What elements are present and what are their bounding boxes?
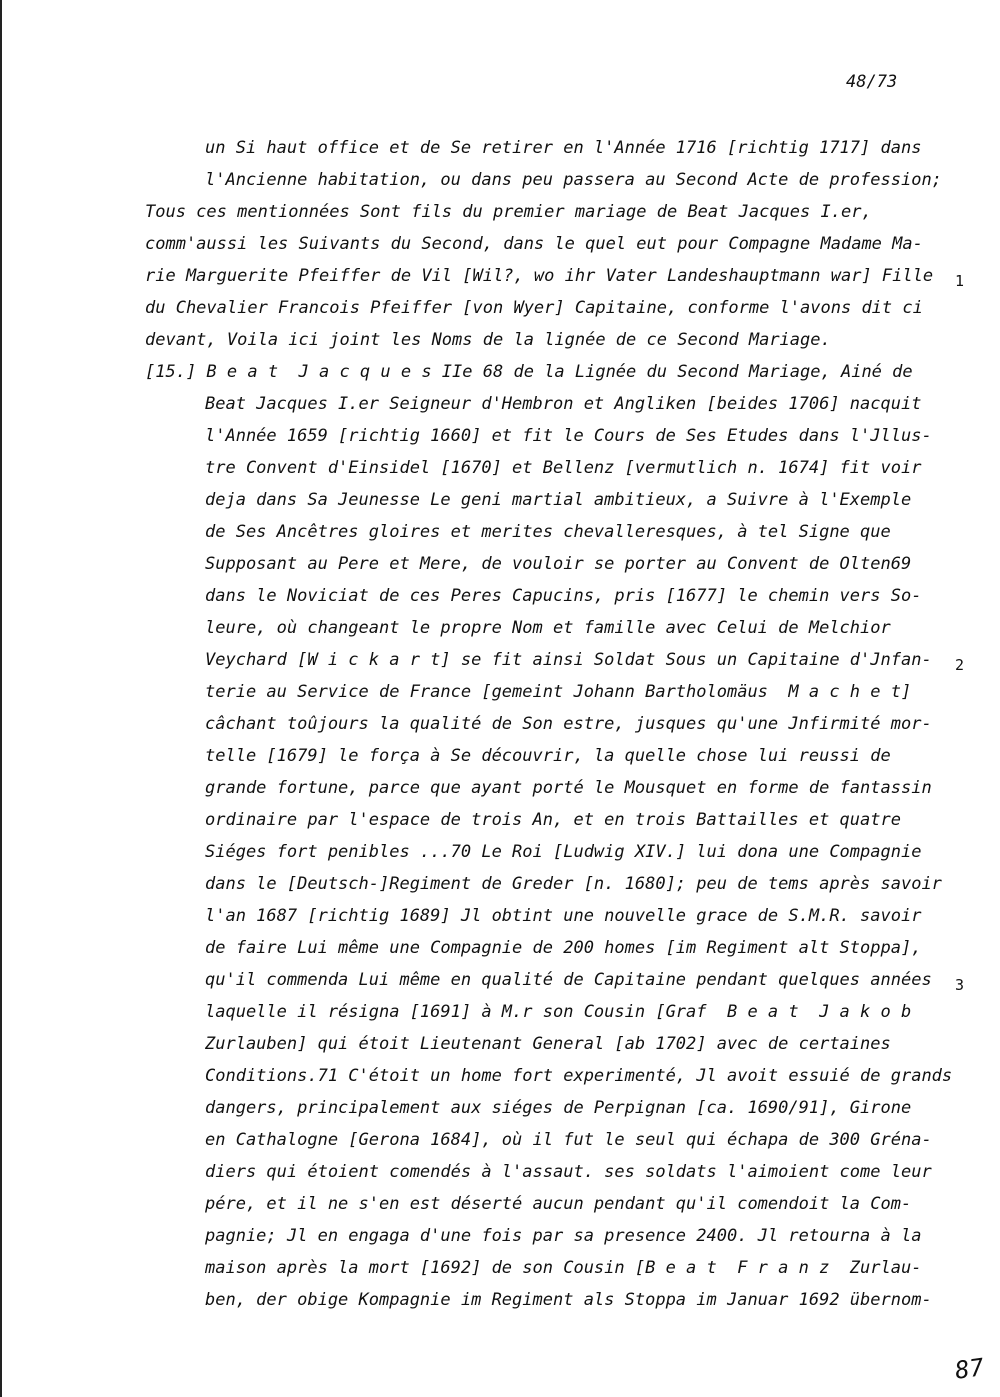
- text-line: du Chevalier Francois Pfeiffer [von Wyer] Capitaine, conforme l'avons dit ci: [145, 298, 923, 318]
- text-line: comm'aussi les Suivants du Second, dans le quel eut pour Compagne Madame Ma-: [145, 234, 923, 254]
- text-line: diers qui étoient comendés à l'assaut. ses soldats l'aimoient come leur: [205, 1162, 932, 1182]
- text-line: de Ses Ancêtres gloires et merites chevalleresques, à tel Signe que: [205, 522, 891, 542]
- margin-number: 2: [955, 656, 965, 674]
- text-line: câchant toûjours la qualité de Son estre, jusques qu'une Jnfirmité mor-: [205, 714, 932, 734]
- text-line: tre Convent d'Einsidel [1670] et Bellenz [vermutlich n. 1674] fit voir: [205, 458, 922, 478]
- text-line: rie Marguerite Pfeiffer de Vil [Wil?, wo ihr Vater Landeshauptmann war] Fille: [145, 266, 934, 286]
- page-number: 48/73: [846, 72, 898, 92]
- text-line: l'an 1687 [richtig 1689] Jl obtint une nouvelle grace de S.M.R. savoir: [205, 906, 922, 926]
- text-line: leure, où changeant le propre Nom et famille avec Celui de Melchior: [205, 618, 891, 638]
- text-line: dans le [Deutsch-]Regiment de Greder [n. 1680]; peu de tems après savoir: [205, 874, 942, 894]
- text-line: Tous ces mentionnées Sont fils du premier mariage de Beat Jacques I.er,: [145, 202, 872, 222]
- text-line: telle [1679] le força à Se découvrir, la quelle chose lui reussi de: [205, 746, 891, 766]
- text-line: deja dans Sa Jeunesse Le geni martial ambitieux, a Suivre à l'Exemple: [205, 490, 912, 510]
- text-line: dangers, principalement aux siéges de Perpignan [ca. 1690/91], Girone: [205, 1098, 912, 1118]
- text-line: ben, der obige Kompagnie im Regiment als Stoppa im Januar 1692 übernom-: [205, 1290, 932, 1310]
- text-line: terie au Service de France [gemeint Johann Bartholomäus M a c h e t]: [205, 682, 912, 702]
- text-line: laquelle il résigna [1691] à M.r son Cousin [Graf B e a t J a k o b: [205, 1002, 912, 1022]
- text-line: Beat Jacques I.er Seigneur d'Hembron et Angliken [beides 1706] nacquit: [205, 394, 922, 414]
- text-line: l'Année 1659 [richtig 1660] et fit le Cours de Ses Etudes dans l'Jllus-: [205, 426, 932, 446]
- text-line: un Si haut office et de Se retirer en l'Année 1716 [richtig 1717] dans: [205, 138, 922, 158]
- text-line: Veychard [W i c k a r t] se fit ainsi Soldat Sous un Capitaine d'Jnfan-: [205, 650, 932, 670]
- text-line: devant, Voila ici joint les Noms de la lignée de ce Second Mariage.: [145, 330, 831, 350]
- text-line: Supposant au Pere et Mere, de vouloir se porter au Convent de Olten69: [205, 554, 912, 574]
- text-line: pagnie; Jl en engaga d'une fois par sa presence 2400. Jl retourna à la: [205, 1226, 922, 1246]
- margin-number: 1: [955, 272, 965, 290]
- text-line: Zurlauben] qui étoit Lieutenant General [ab 1702] avec de certaines: [205, 1034, 891, 1054]
- text-line: l'Ancienne habitation, ou dans peu passera au Second Acte de profession;: [205, 170, 942, 190]
- handwritten-folio-mark: 87: [953, 1353, 986, 1385]
- margin-number: 3: [955, 976, 965, 994]
- text-line: dans le Noviciat de ces Peres Capucins, pris [1677] le chemin vers So-: [205, 586, 922, 606]
- text-line: ordinaire par l'espace de trois An, et en trois Battailles et quatre: [205, 810, 901, 830]
- text-line: qu'il commenda Lui même en qualité de Capitaine pendant quelques années: [205, 970, 932, 990]
- text-line: maison après la mort [1692] de son Cousin [B e a t F r a n z Zurlau-: [205, 1258, 922, 1278]
- text-line: Conditions.71 C'étoit un home fort experimenté, Jl avoit essuié de grands: [205, 1066, 953, 1086]
- text-line: grande fortune, parce que ayant porté le Mousquet en forme de fantassin: [205, 778, 932, 798]
- text-line: Siéges fort penibles ...70 Le Roi [Ludwig XIV.] lui dona une Compagnie: [205, 842, 922, 862]
- text-line: [15.] B e a t J a c q u e s IIe 68 de la Lignée du Second Mariage, Ainé de: [145, 362, 913, 382]
- text-line: de faire Lui même une Compagnie de 200 homes [im Regiment alt Stoppa],: [205, 938, 922, 958]
- page-border: [0, 0, 2, 1397]
- text-line: en Cathalogne [Gerona 1684], où il fut le seul qui échapa de 300 Gréna-: [205, 1130, 932, 1150]
- text-line: pére, et il ne s'en est déserté aucun pendant qu'il comendoit la Com-: [205, 1194, 912, 1214]
